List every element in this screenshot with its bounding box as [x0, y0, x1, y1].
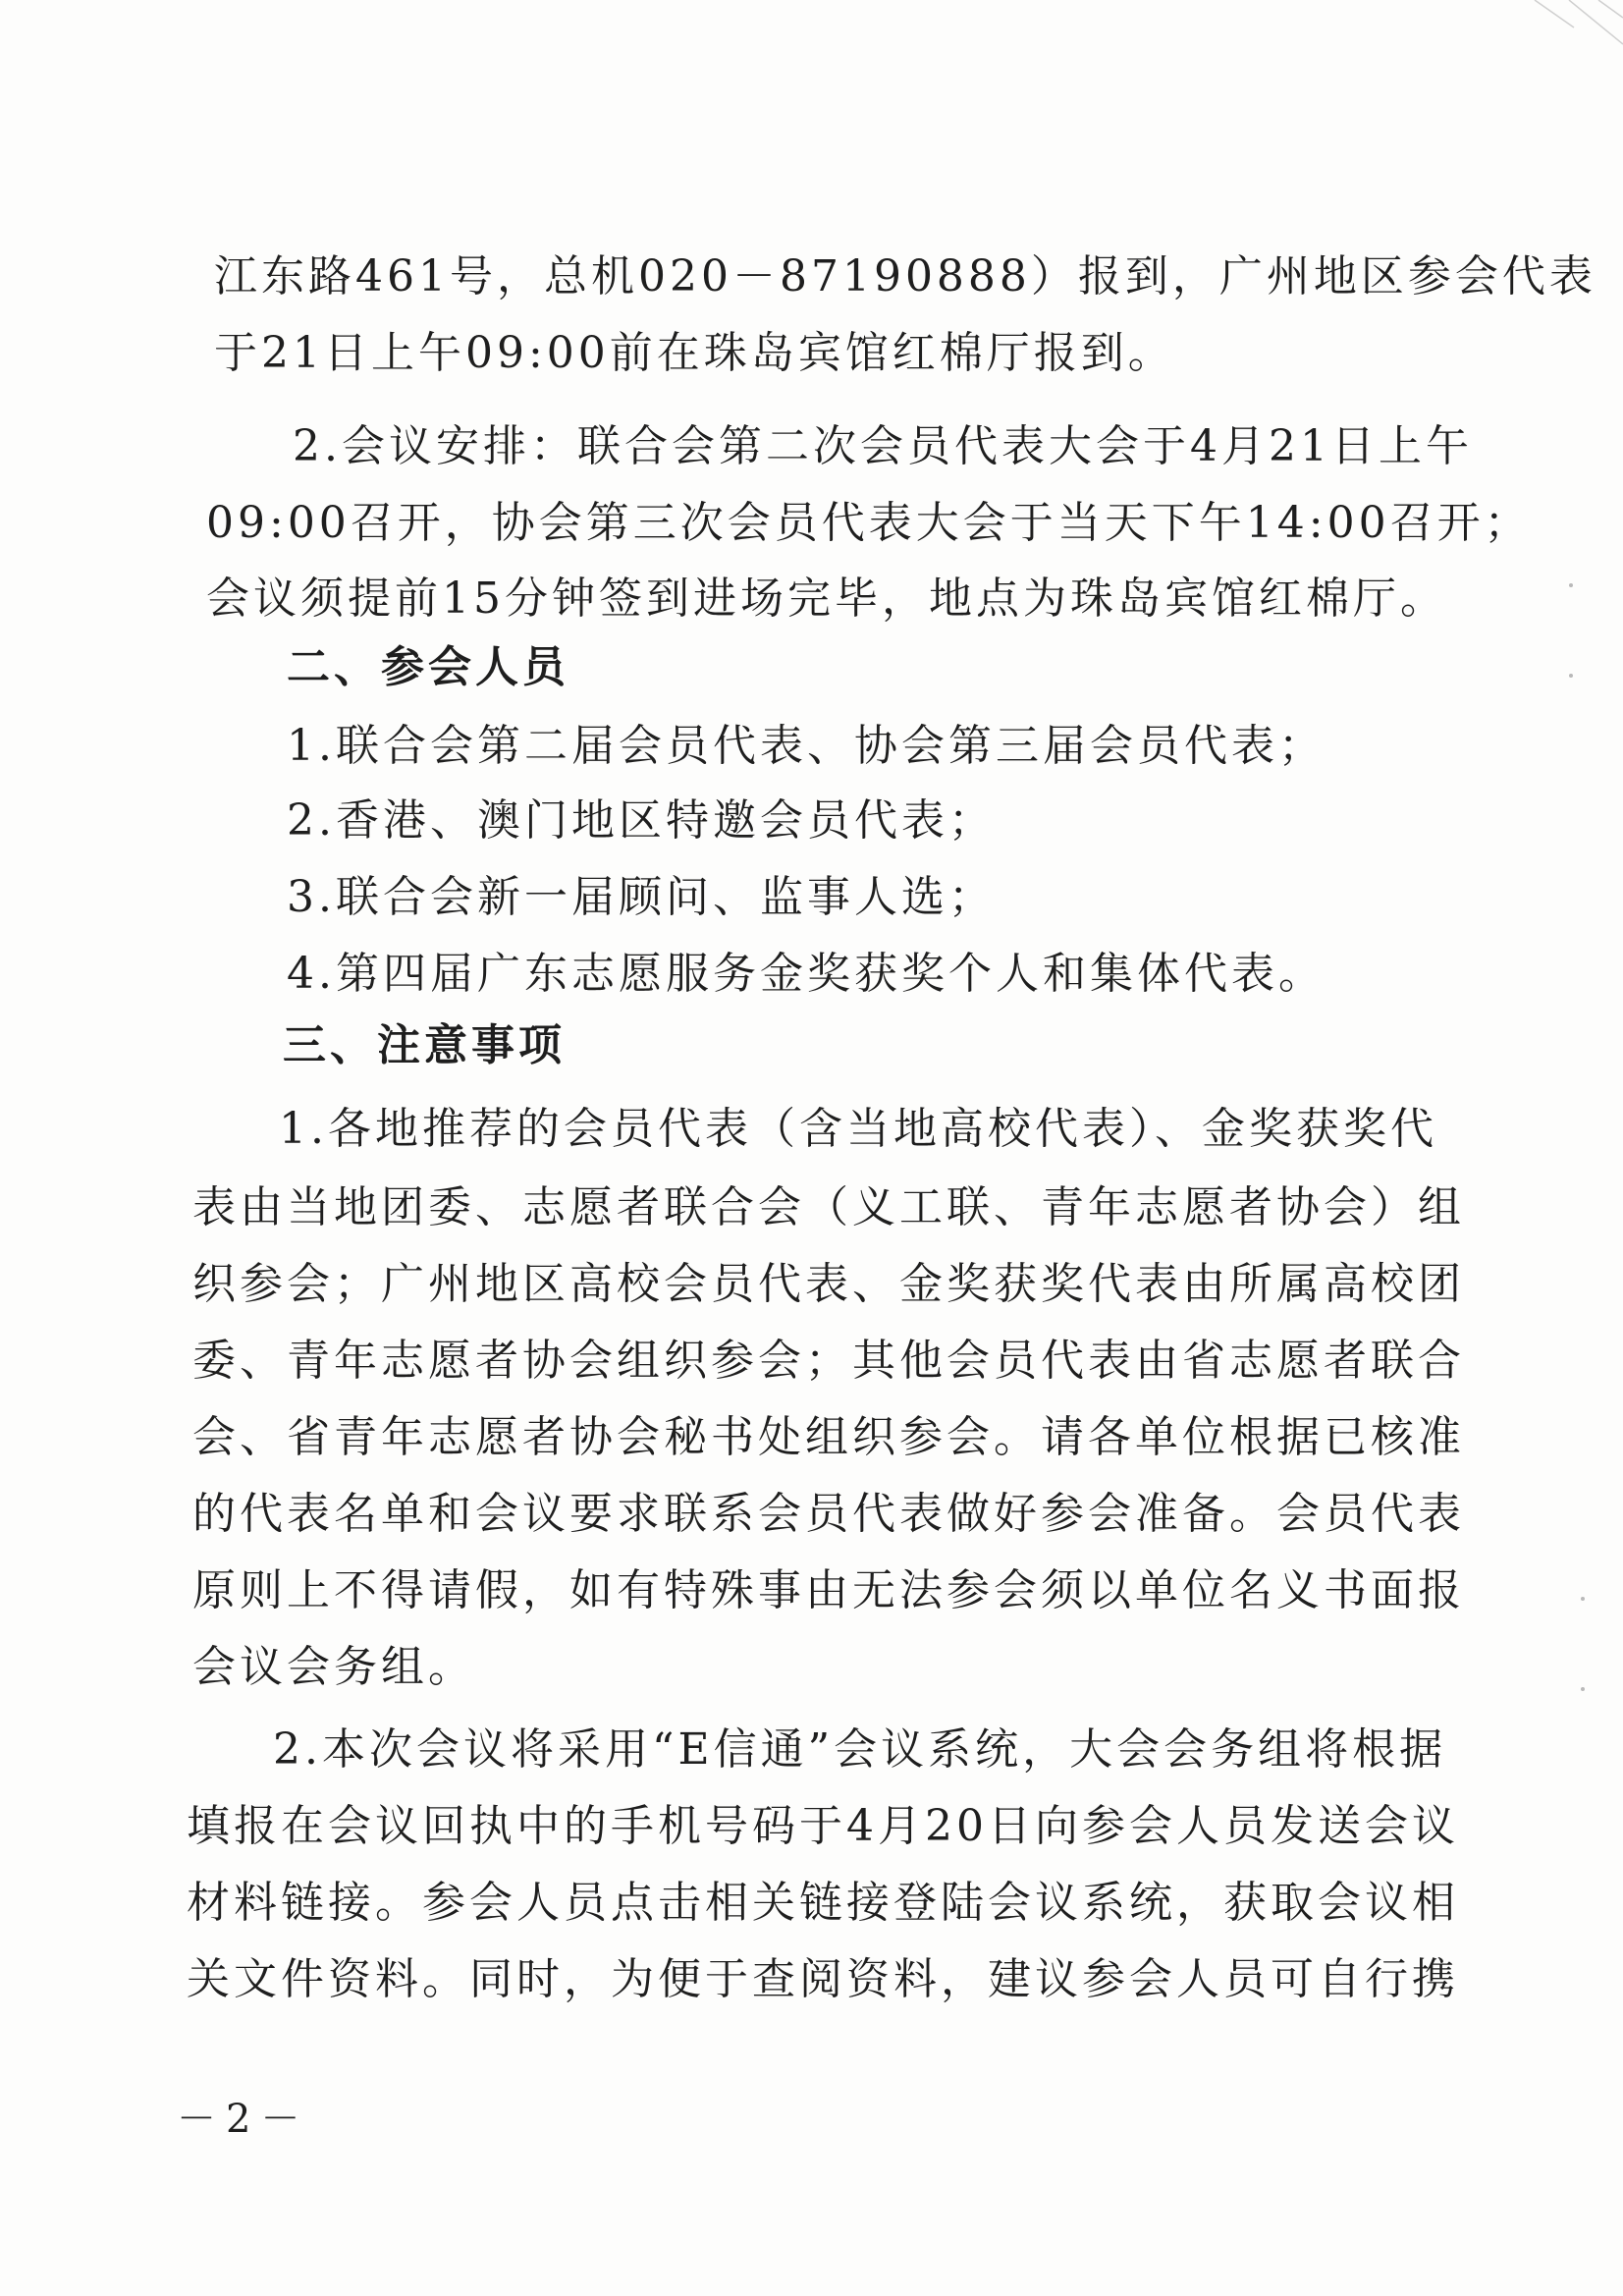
scan-speck: [1581, 1687, 1585, 1691]
text-line: 材料链接。参会人员点击相关链接登陆会议系统，获取会议相: [187, 1878, 1459, 1928]
text-line: 会、省青年志愿者协会秘书处组织参会。请各单位根据已核准: [192, 1412, 1465, 1462]
text-line: 2.本次会议将采用“E信通”会议系统，大会会务组将根据: [273, 1724, 1447, 1775]
text-line: 于21日上午09:00前在珠岛宾馆红棉厅报到。: [214, 328, 1175, 378]
list-item: 1.联合会第二届会员代表、协会第三届会员代表；: [287, 721, 1325, 771]
list-item: 2.香港、澳门地区特邀会员代表；: [287, 795, 996, 846]
text-line: 会议须提前15分钟签到进场完毕，地点为珠岛宾馆红棉厅。: [206, 574, 1447, 624]
text-line: 会议会务组。: [192, 1642, 475, 1692]
text-line: 原则上不得请假，如有特殊事由无法参会须以单位名义书面报: [192, 1565, 1465, 1615]
scan-speck: [1581, 1597, 1585, 1601]
text-line: 江东路461号，总机020－87190888）报到，广州地区参会代表: [214, 251, 1596, 301]
text-line: 委、青年志愿者协会组织参会；其他会员代表由省志愿者联合: [192, 1336, 1465, 1386]
text-line: 关文件资料。同时，为便于查阅资料，建议参会人员可自行携: [187, 1954, 1459, 2004]
scan-corner-mark: [1515, 0, 1623, 69]
text-line: 2.会议安排：联合会第二次会员代表大会于4月21日上午: [293, 421, 1473, 471]
page-number: －2－: [177, 2097, 310, 2142]
text-line: 1.各地推荐的会员代表（含当地高校代表）、金奖获奖代: [279, 1104, 1437, 1154]
section-heading-attendees: 二、参会人员: [287, 642, 569, 692]
list-item: 3.联合会新一届顾问、监事人选；: [287, 872, 996, 922]
text-line: 的代表名单和会议要求联系会员代表做好参会准备。会员代表: [192, 1489, 1465, 1539]
text-line: 填报在会议回执中的手机号码于4月20日向参会人员发送会议: [187, 1801, 1459, 1851]
list-item: 4.第四届广东志愿服务金奖获奖个人和集体代表。: [287, 949, 1325, 999]
scan-speck: [1569, 674, 1573, 678]
text-line: 织参会；广州地区高校会员代表、金奖获奖代表由所属高校团: [192, 1259, 1465, 1309]
text-line: 表由当地团委、志愿者联合会（义工联、青年志愿者协会）组: [192, 1182, 1465, 1232]
text-line: 09:00召开，协会第三次会员代表大会于当天下午14:00召开；: [206, 498, 1532, 548]
section-heading-notes: 三、注意事项: [283, 1020, 566, 1070]
scan-speck: [1569, 583, 1573, 587]
